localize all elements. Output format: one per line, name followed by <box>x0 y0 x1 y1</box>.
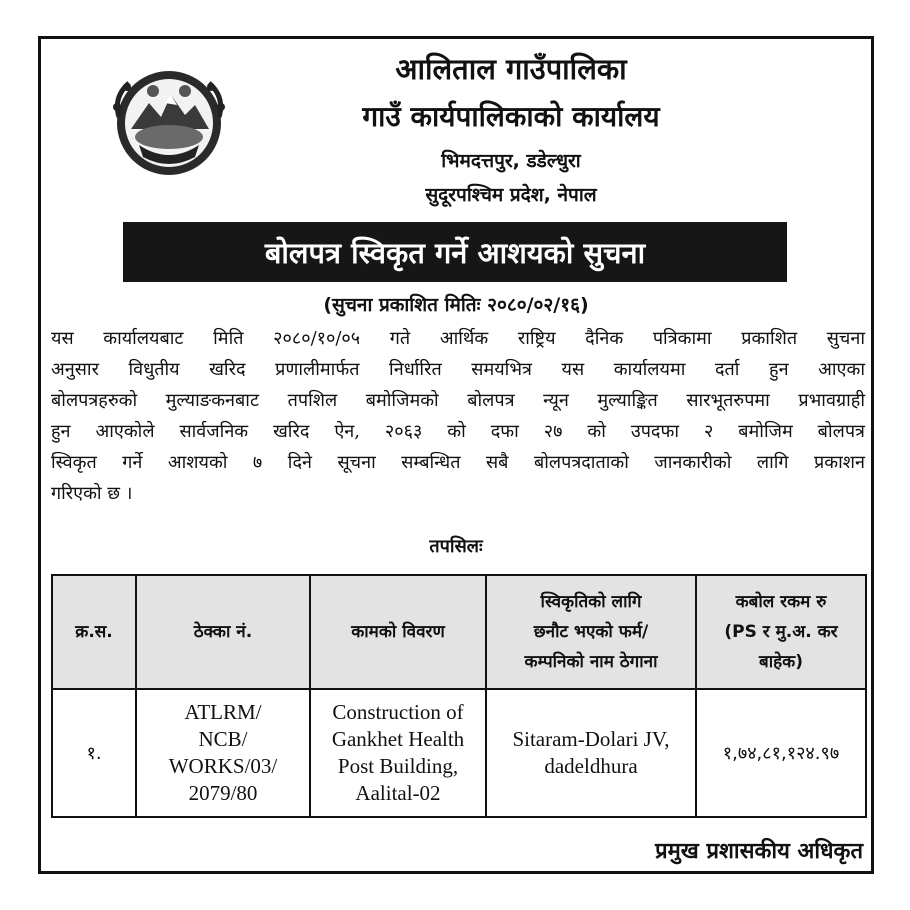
header-serial-number: क्र.स. <box>52 575 136 689</box>
cell-selected-firm: Sitaram-Dolari JV, dadeldhura <box>486 689 696 817</box>
table-caption: तपसिलः <box>429 536 483 557</box>
notice-frame <box>38 36 874 874</box>
notice-body <box>51 323 865 509</box>
publication-date: (सुचना प्रकाशित मितिः २०८०/०२/१६) <box>323 294 589 316</box>
body-line: स्विकृत गर्ने आशयको ७ दिने सूचना सम्बन्धित सबै बोलपत्रदाताको जानकारीको लागि प्रकाशन <box>51 452 865 473</box>
header-work-description: कामको विवरण <box>310 575 486 689</box>
province-country: सुदूरपश्चिम प्रदेश, नेपाल <box>425 184 597 206</box>
header-bid-amount: कबोल रकम रु (PS र मु.अ. कर बाहेक) <box>696 575 866 689</box>
cell-bid-amount: १,७४,८१,१२४.९७ <box>696 689 866 817</box>
bid-details-table <box>51 574 867 818</box>
cell-serial-number: १. <box>52 689 136 817</box>
signatory-title: प्रमुख प्रशासकीय अधिकृत <box>655 839 863 864</box>
table-row <box>52 689 866 817</box>
cell-work-description: Construction of Gankhet Health Post Building, Aalital-02 <box>310 689 486 817</box>
header-selected-firm: स्विकृतिको लागि छनौट भएको फर्म/ कम्पनिको नाम ठेगाना <box>486 575 696 689</box>
header-contract-number: ठेक्का नं. <box>136 575 310 689</box>
body-line: हुन आएकोले सार्वजनिक खरिद ऐन, २०६३ को दफा २७ को उपदफा २ बमोजिम बोलपत्र <box>51 421 865 442</box>
notice-title: बोलपत्र स्विकृत गर्ने आशयको सुचना <box>264 235 646 270</box>
body-line: बोलपत्रहरुको मुल्याङकनबाट तपशिल बमोजिमको बोलपत्र न्यून मुल्याङ्कित सारभूतरुपमा प्रभावग्राही <box>51 390 865 411</box>
body-line: गरिएको छ । <box>51 483 133 504</box>
body-line: यस कार्यालयबाट मिति २०८०/१०/०५ गते आर्थिक राष्ट्रिय दैनिक पत्रिकामा प्रकाशित सुचना <box>51 328 865 349</box>
municipality-name: आलिताल गाउँपालिका <box>395 52 627 86</box>
body-line: अनुसार विधुतीय खरिद प्रणालीमार्फत निर्धारित समयभित्र यस कार्यालयमा दर्ता हुन आएका <box>51 359 865 380</box>
office-name: गाउँ कार्यपालिकाको कार्यालय <box>362 100 660 133</box>
table-header-row <box>52 575 866 689</box>
cell-contract-number: ATLRM/ NCB/ WORKS/03/ 2079/80 <box>136 689 310 817</box>
notice-title-banner <box>123 222 787 282</box>
nepal-government-emblem-icon <box>109 67 229 179</box>
office-address: भिमदत्तपुर, डडेल्धुरा <box>441 150 581 172</box>
